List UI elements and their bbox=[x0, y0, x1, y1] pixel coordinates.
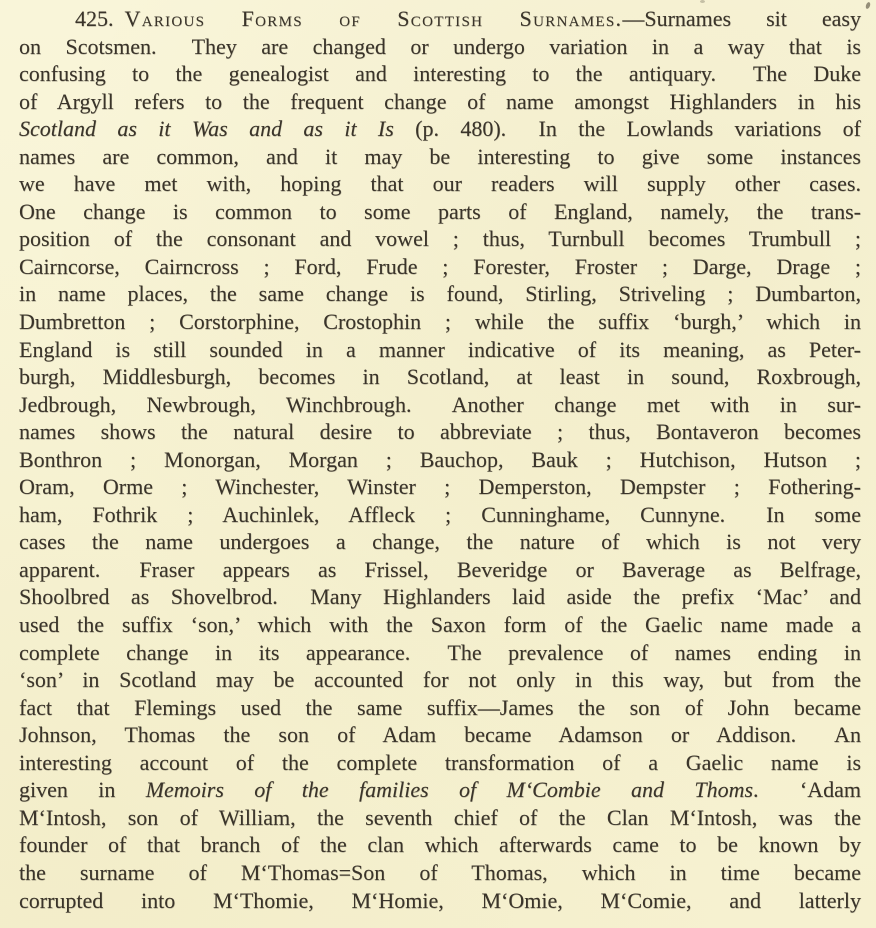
text-line bbox=[19, 556, 861, 584]
text-line bbox=[19, 88, 861, 116]
book-title-italic: Memoirs of the families of M‘Combie and Thoms bbox=[145, 777, 754, 803]
body-text: position of the consonant and vowel ; thus, Turnbull becomes Trumbull ; bbox=[19, 226, 861, 252]
body-text: cases the name undergoes a change, the nature of which is not very bbox=[19, 529, 861, 555]
body-text: One change is common to some parts of England, namely, the trans- bbox=[19, 198, 861, 224]
body-text: used the suffix ‘son,’ which with the Saxon form of the Gaelic name made a bbox=[19, 612, 861, 638]
text-line bbox=[19, 418, 861, 446]
paragraph-various-forms bbox=[19, 5, 861, 914]
body-text: interesting account of the complete transformation of a Gaelic name is bbox=[19, 749, 861, 775]
body-text: ham, Fothrik ; Auchinlek, Affleck ; Cunninghame, Cunnyne. In some bbox=[19, 501, 861, 527]
body-text: names shows the natural desire to abbreviate ; thus, Bontaveron becomes bbox=[19, 419, 861, 445]
text-line bbox=[19, 583, 861, 611]
text-line bbox=[19, 143, 861, 171]
body-text: —Surnames sit easy bbox=[622, 6, 861, 31]
body-text: names are common, and it may be interesting to give some instances bbox=[19, 143, 861, 169]
body-text: . ‘Adam bbox=[753, 777, 861, 803]
text-line bbox=[19, 611, 861, 639]
text-line bbox=[19, 804, 861, 832]
text-line bbox=[19, 225, 861, 253]
body-text: Bonthron ; Monorgan, Morgan ; Bauchop, Bauk ; Hutchison, Hutson ; bbox=[19, 446, 861, 472]
body-text: we have met with, hoping that our readers will supply other cases. bbox=[19, 171, 861, 197]
text-line bbox=[19, 831, 861, 859]
body-text: the surname of M‘Thomas=Son of Thomas, which in time became bbox=[19, 859, 861, 885]
body-text: founder of that branch of the clan which afterwards came to be known by bbox=[19, 832, 861, 858]
text-line bbox=[19, 446, 861, 474]
section-heading: Various Forms of Scottish Surnames. bbox=[124, 6, 623, 31]
text-line bbox=[19, 115, 861, 143]
text-line bbox=[19, 280, 861, 308]
body-text: of Argyll refers to the frequent change of name amongst Highlanders in his bbox=[19, 88, 861, 114]
body-text: Shoolbred as Shovelbrod. Many Highlanders laid aside the prefix ‘Mac’ and bbox=[19, 584, 861, 610]
text-line bbox=[19, 501, 861, 529]
body-text: England is still sounded in a manner indicative of its meaning, as Peter- bbox=[19, 336, 861, 362]
text-line bbox=[19, 33, 861, 61]
text-line bbox=[19, 666, 861, 694]
text-line bbox=[19, 528, 861, 556]
body-text: corrupted into M‘Thomie, M‘Homie, M‘Omie, M‘Comie, and latterly bbox=[19, 887, 861, 913]
body-text: Jedbrough, Newbrough, Winchbrough. Another change met with in sur- bbox=[19, 391, 861, 417]
body-text: fact that Flemings used the same suffix—James the son of John became bbox=[19, 694, 861, 720]
body-text: M‘Intosh, son of William, the seventh chief of the Clan M‘Intosh, was the bbox=[19, 804, 861, 830]
body-text: in name places, the same change is found, Stirling, Striveling ; Dumbarton, bbox=[19, 281, 861, 307]
scan-speck-icon bbox=[865, 2, 871, 10]
body-text: 425. bbox=[75, 6, 125, 31]
body-text: apparent. Fraser appears as Frissel, Beveridge or Baverage as Belfrage, bbox=[19, 556, 861, 582]
text-line bbox=[19, 170, 861, 198]
text-line bbox=[19, 363, 861, 391]
text-line bbox=[19, 391, 861, 419]
body-text: burgh, Middlesburgh, becomes in Scotland, at least in sound, Roxbrough, bbox=[19, 364, 861, 390]
body-text: Johnson, Thomas the son of Adam became Adamson or Addison. An bbox=[19, 722, 861, 748]
body-text: (p. 480). In the Lowlands variations of bbox=[393, 116, 861, 142]
body-text: Cairncorse, Cairncross ; Ford, Frude ; Forester, Froster ; Darge, Drage ; bbox=[19, 253, 861, 279]
body-text: ‘son’ in Scotland may be accounted for not only in this way, but from the bbox=[19, 667, 861, 693]
body-text: given in bbox=[19, 777, 146, 803]
text-line bbox=[19, 253, 861, 281]
body-text: Dumbretton ; Corstorphine, Crostophin ; while the suffix ‘burgh,’ which in bbox=[19, 309, 861, 335]
text-line bbox=[19, 694, 861, 722]
text-line bbox=[19, 60, 861, 88]
text-line bbox=[19, 473, 861, 501]
text-line bbox=[19, 776, 861, 804]
text-line bbox=[19, 721, 861, 749]
text-line bbox=[19, 859, 861, 887]
body-text: confusing to the genealogist and interesting to the antiquary. The Duke bbox=[19, 61, 861, 87]
text-line bbox=[19, 308, 861, 336]
body-text: on Scotsmen. They are changed or undergo variation in a way that is bbox=[19, 33, 861, 59]
text-line bbox=[19, 887, 861, 915]
text-line bbox=[19, 639, 861, 667]
body-text: Oram, Orme ; Winchester, Winster ; Demperston, Dempster ; Fothering- bbox=[19, 474, 861, 500]
body-text: complete change in its appearance. The prevalence of names ending in bbox=[19, 639, 861, 665]
text-line bbox=[19, 749, 861, 777]
text-line bbox=[19, 5, 861, 33]
book-title-italic: Scotland as it Was and as it Is bbox=[19, 116, 394, 142]
text-line bbox=[19, 336, 861, 364]
text-line bbox=[19, 198, 861, 226]
scan-speck-icon bbox=[700, 0, 705, 3]
